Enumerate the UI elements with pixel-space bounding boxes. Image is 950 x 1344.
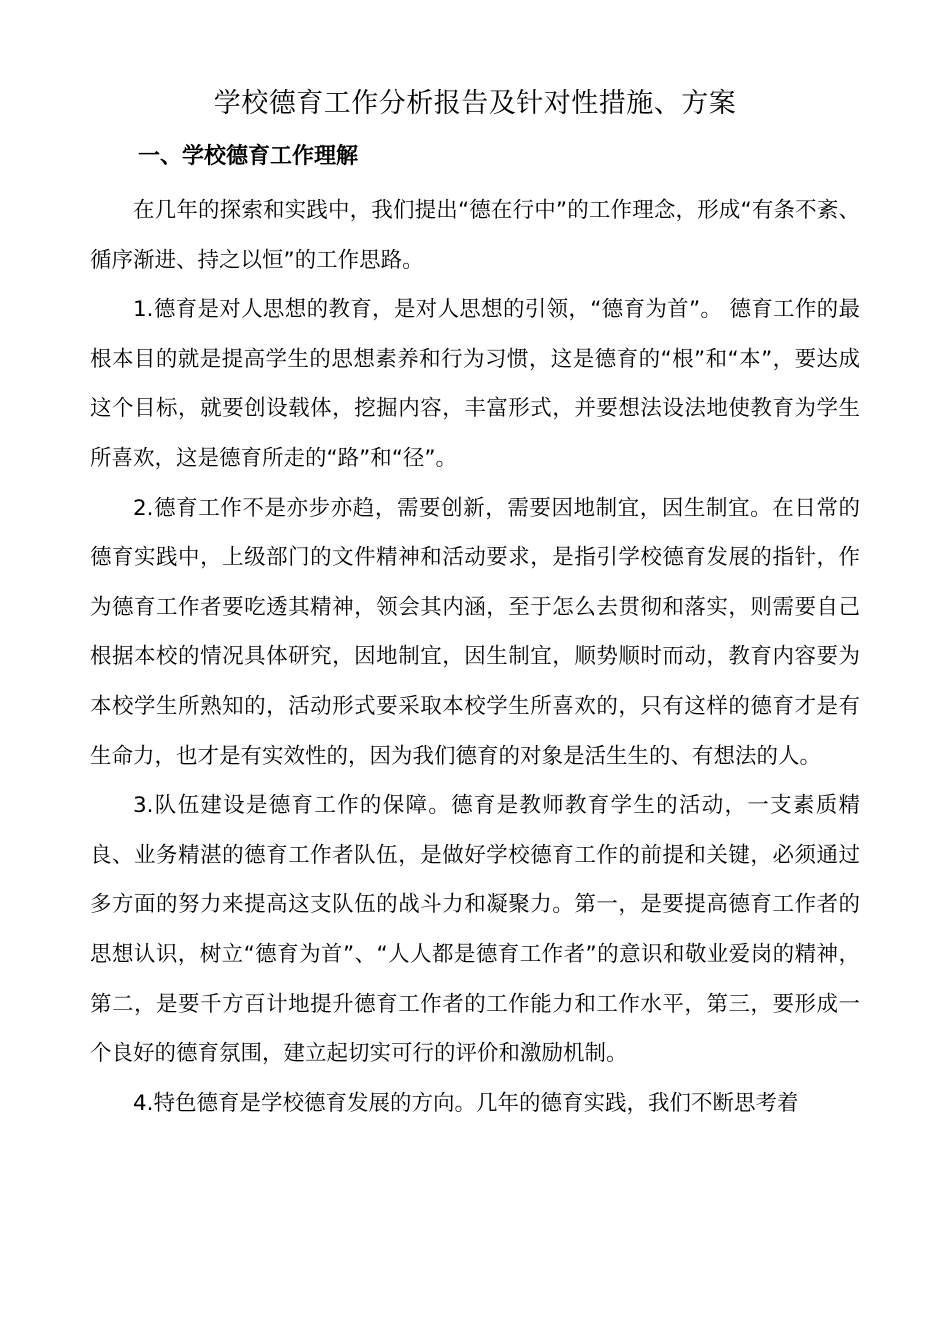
paragraph-point-3: 3.队伍建设是德育工作的保障。德育是教师教育学生的活动，一支素质精良、业务精湛的德育工作者队伍，是做好学校德育工作的前提和关键，必须通过多方面的努力来提高这支队伍的战斗力和凝聚力。第一，是要提高德育工作者的思想认识，树立“德育为首”、“人人都是德育工作者”的意识和敬业爱岗的精神，第二，是要千方百计地提升德育工作者的工作能力和工作水平，第三，要形成一个良好的德育氛围，建立起切实可行的评价和激励机制。 [90, 793, 860, 1067]
paragraph-intro: 在几年的探索和实践中，我们提出“德在行中”的工作理念，形成“有条不紊、循序渐进、持之以恒”的工作思路。 [90, 198, 860, 273]
document-title: 学校德育工作分析报告及针对性措施、方案 [213, 88, 737, 119]
paragraph-point-2: 2.德育工作不是亦步亦趋，需要创新，需要因地制宜，因生制宜。在日常的德育实践中，上级部门的文件精神和活动要求，是指引学校德育发展的指针，作为德育工作者要吃透其精神，领会其内涵，至于怎么去贯彻和落实，则需要自己根据本校的情况具体研究，因地制宜，因生制宜，顺势顺时而动，教育内容要为本校学生所熟知的，活动形式要采取本校学生所喜欢的，只有这样的德育才是有生命力，也才是有实效性的，因为我们德育的对象是活生生的、有想法的人。 [90, 495, 860, 769]
section-heading: 一、学校德育工作理解 [138, 144, 359, 169]
paragraph-point-4: 4.特色德育是学校德育发展的方向。几年的德育实践，我们不断思考着 [133, 1090, 799, 1116]
document-body [90, 186, 860, 1128]
paragraph-point-1: 1.德育是对人思想的教育，是对人思想的引领，“德育为首”。 德育工作的最根本目的就是提高学生的思想素养和行为习惯，这是德育的“根”和“本”，要达成这个目标，就要创设载体，挖掘内容，丰富形式，并要想法设法地使教育为学生所喜欢，这是德育所走的“路”和“径”。 [90, 297, 860, 471]
